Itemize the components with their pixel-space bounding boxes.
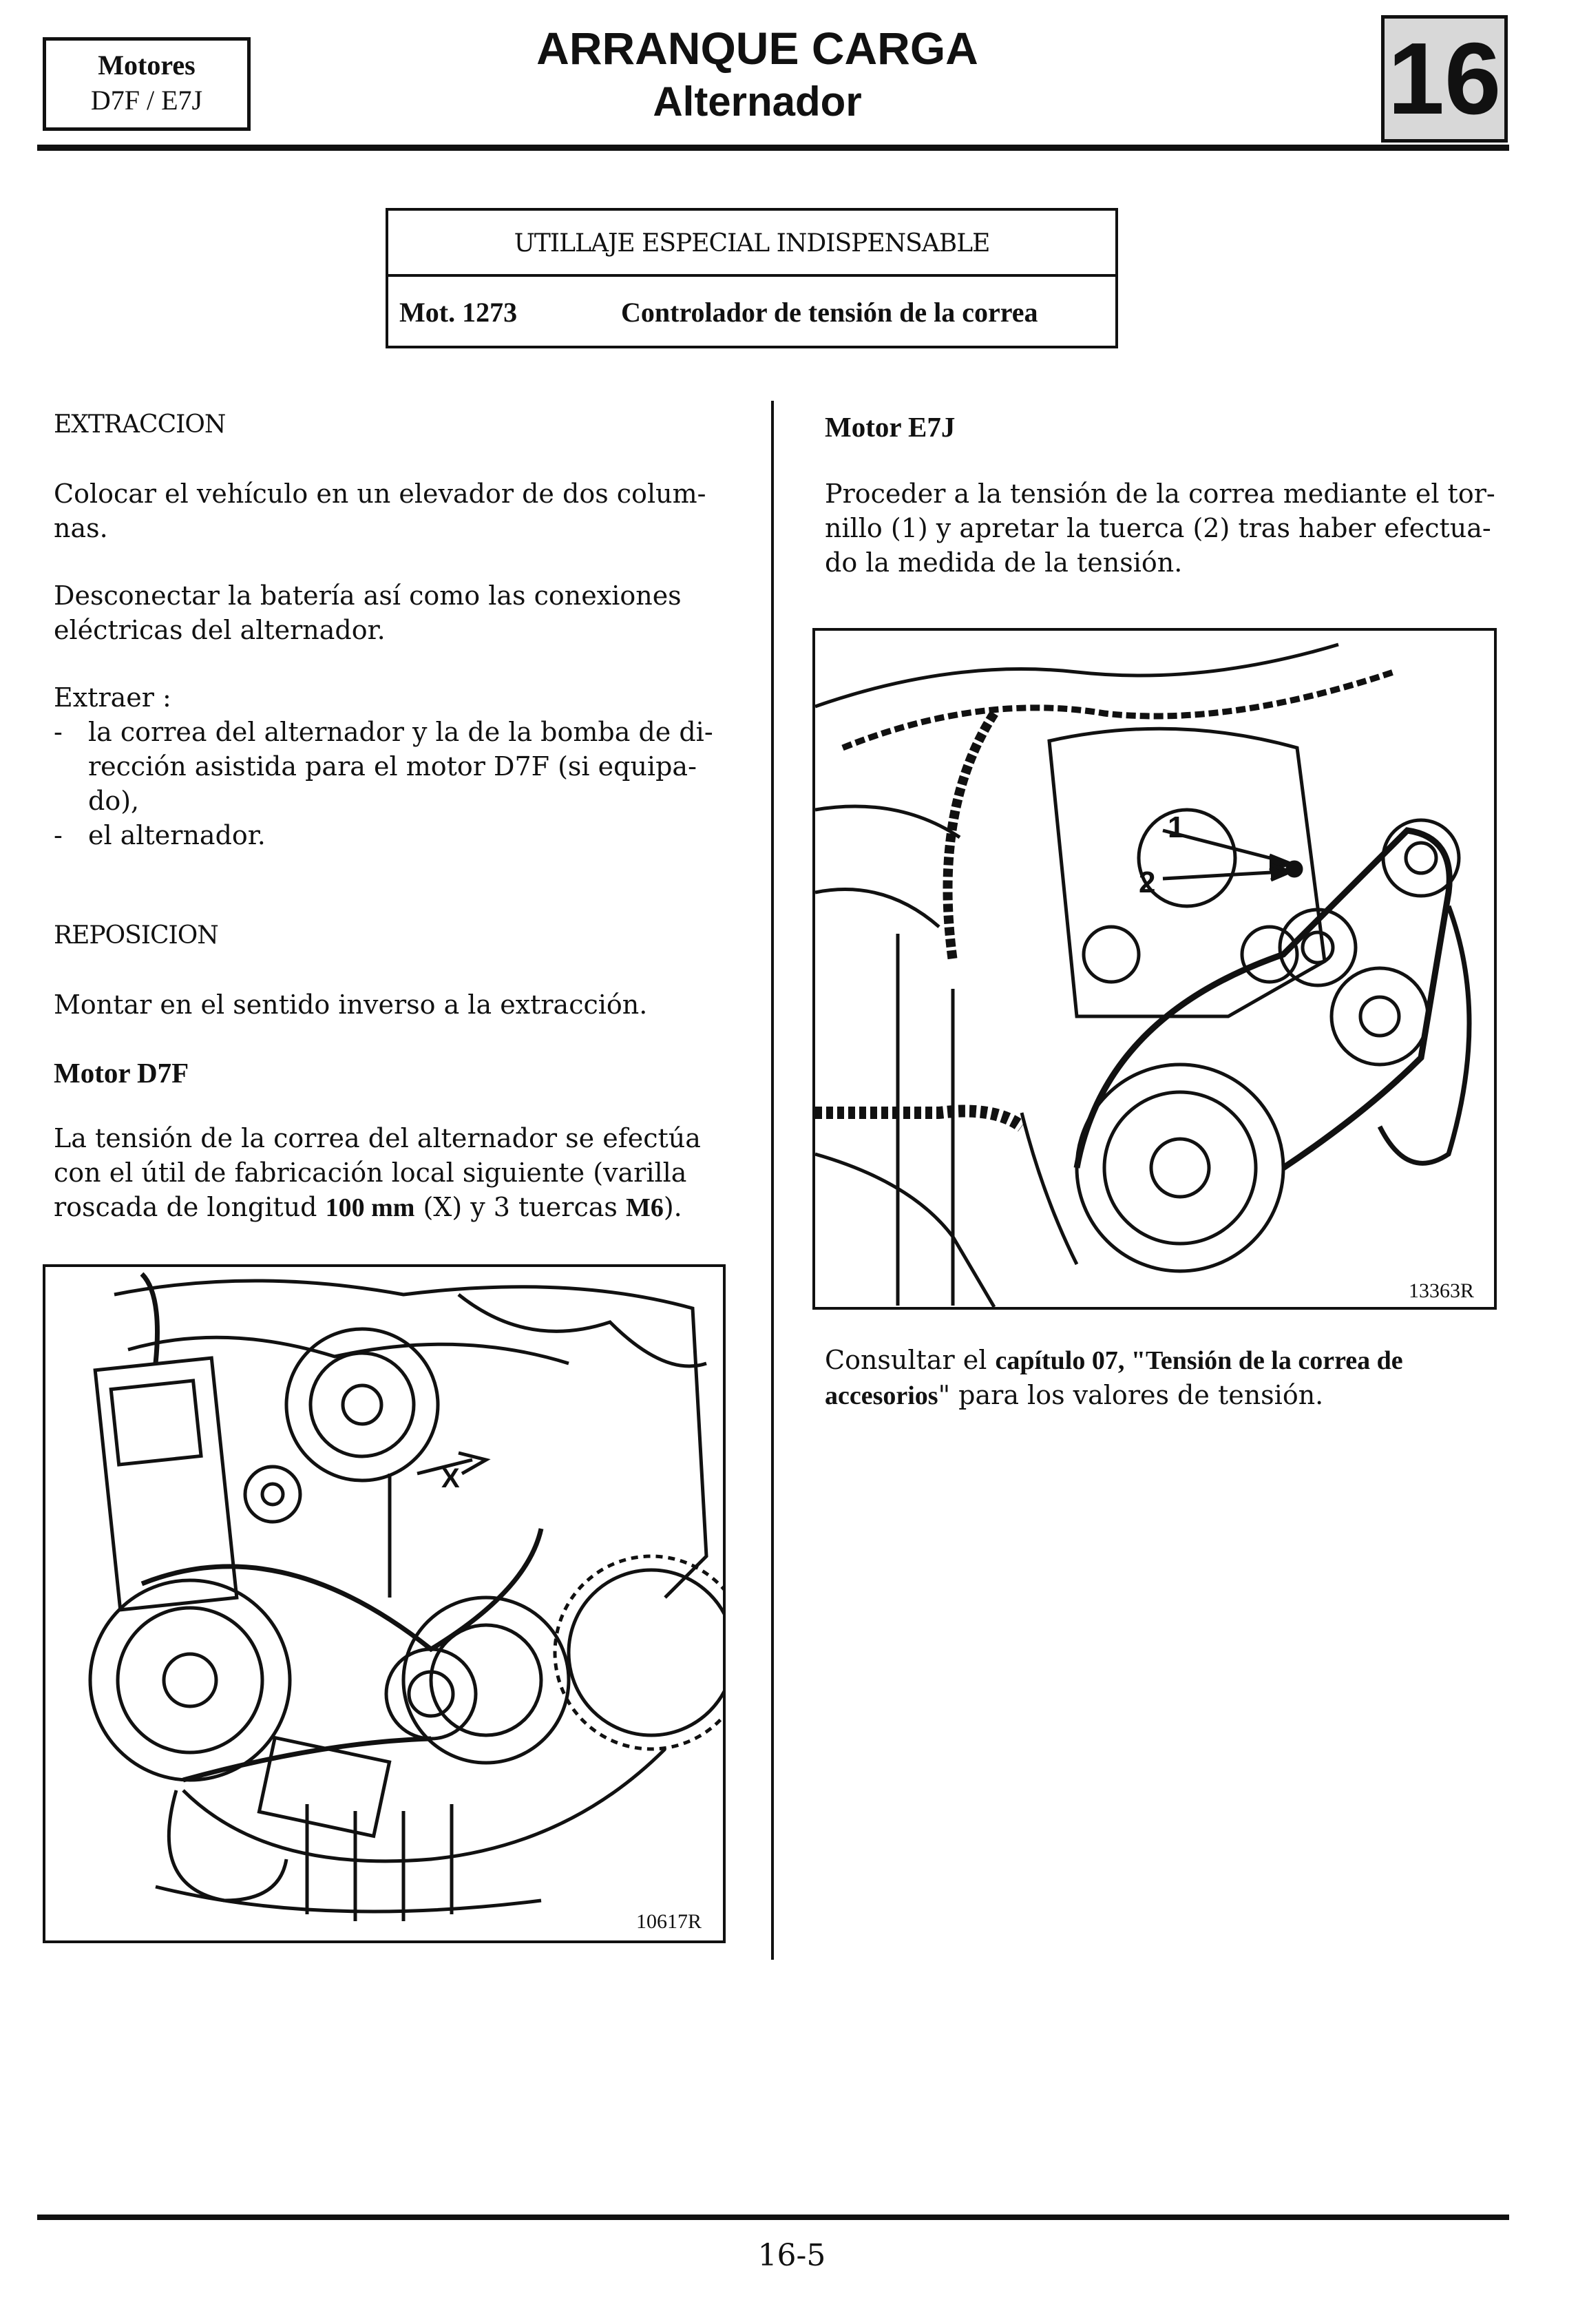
footer-rule [37,2215,1509,2220]
list-item: - la correa del alternador y la de la bomba de di- rección asistida para el motor D7F (si equipa- do), [54,717,713,816]
section-subtitle: Alternador [653,78,862,125]
engine-illustration-d7f [45,1267,723,1940]
callout-2: 2 [1139,866,1156,899]
list-item: - el alternador. [54,820,266,850]
tools-table-row [388,277,1115,346]
page-title-block [413,21,1102,128]
chapter-number: 16 [1381,15,1508,143]
extraer-label: Extraer : [54,682,171,713]
motor-e7j-heading: Motor E7J [825,411,956,443]
dimension-label-x: X [441,1463,460,1494]
figure-reference: 13363R [1409,1279,1475,1302]
engine-codes: D7F / E7J [90,85,203,116]
tool-description: Controlador de tensión de la correa [621,297,1038,328]
paragraph-e7j-tension: Proceder a la tensión de la correa mediante el tor- nillo (1) y apretar la tuerca (2) tras haber efectua- do la medida de la tensión. [825,479,1495,578]
engine-models-box [43,37,251,131]
column-divider [771,401,774,1960]
extraer-list-block [54,680,713,852]
paragraph-lift: Colocar el vehículo en un elevador de dos colum- nas. [54,479,706,543]
section-title: ARRANQUE CARGA [536,23,978,74]
paragraph-reinstall: Montar en el sentido inverso a la extracción. [54,990,648,1020]
special-tools-table [386,208,1118,348]
engines-label: Motores [98,50,196,81]
callout-1: 1 [1168,810,1185,844]
engine-illustration-e7j [815,631,1494,1307]
header-rule [37,145,1509,151]
paragraph-d7f-tension: La tensión de la correa del alternador se efectúa con el útil de fabricación local siguiente (varilla roscada de longitud 100 mm (X) y 3 tuercas M6). [54,1123,701,1222]
reposicion-heading: REPOSICION [54,921,218,950]
paragraph-disconnect: Desconectar la batería así como las conexiones eléctricas del alternador. [54,580,682,645]
page-number: 16-5 [757,2238,826,2273]
paragraph-consult-chapter: Consultar el capítulo 07, "Tensión de la correa de accesorios" para los valores de tensión. [825,1345,1403,1410]
motor-d7f-heading: Motor D7F [54,1057,189,1089]
extraccion-heading: EXTRACCION [54,410,226,439]
figure-reference: 10617R [636,1910,702,1933]
tool-code: Mot. 1273 [399,297,518,328]
figure-d7f-alternator [43,1264,726,1943]
figure-e7j-belt [812,628,1497,1310]
tools-table-heading: UTILLAJE ESPECIAL INDISPENSABLE [388,211,1115,277]
